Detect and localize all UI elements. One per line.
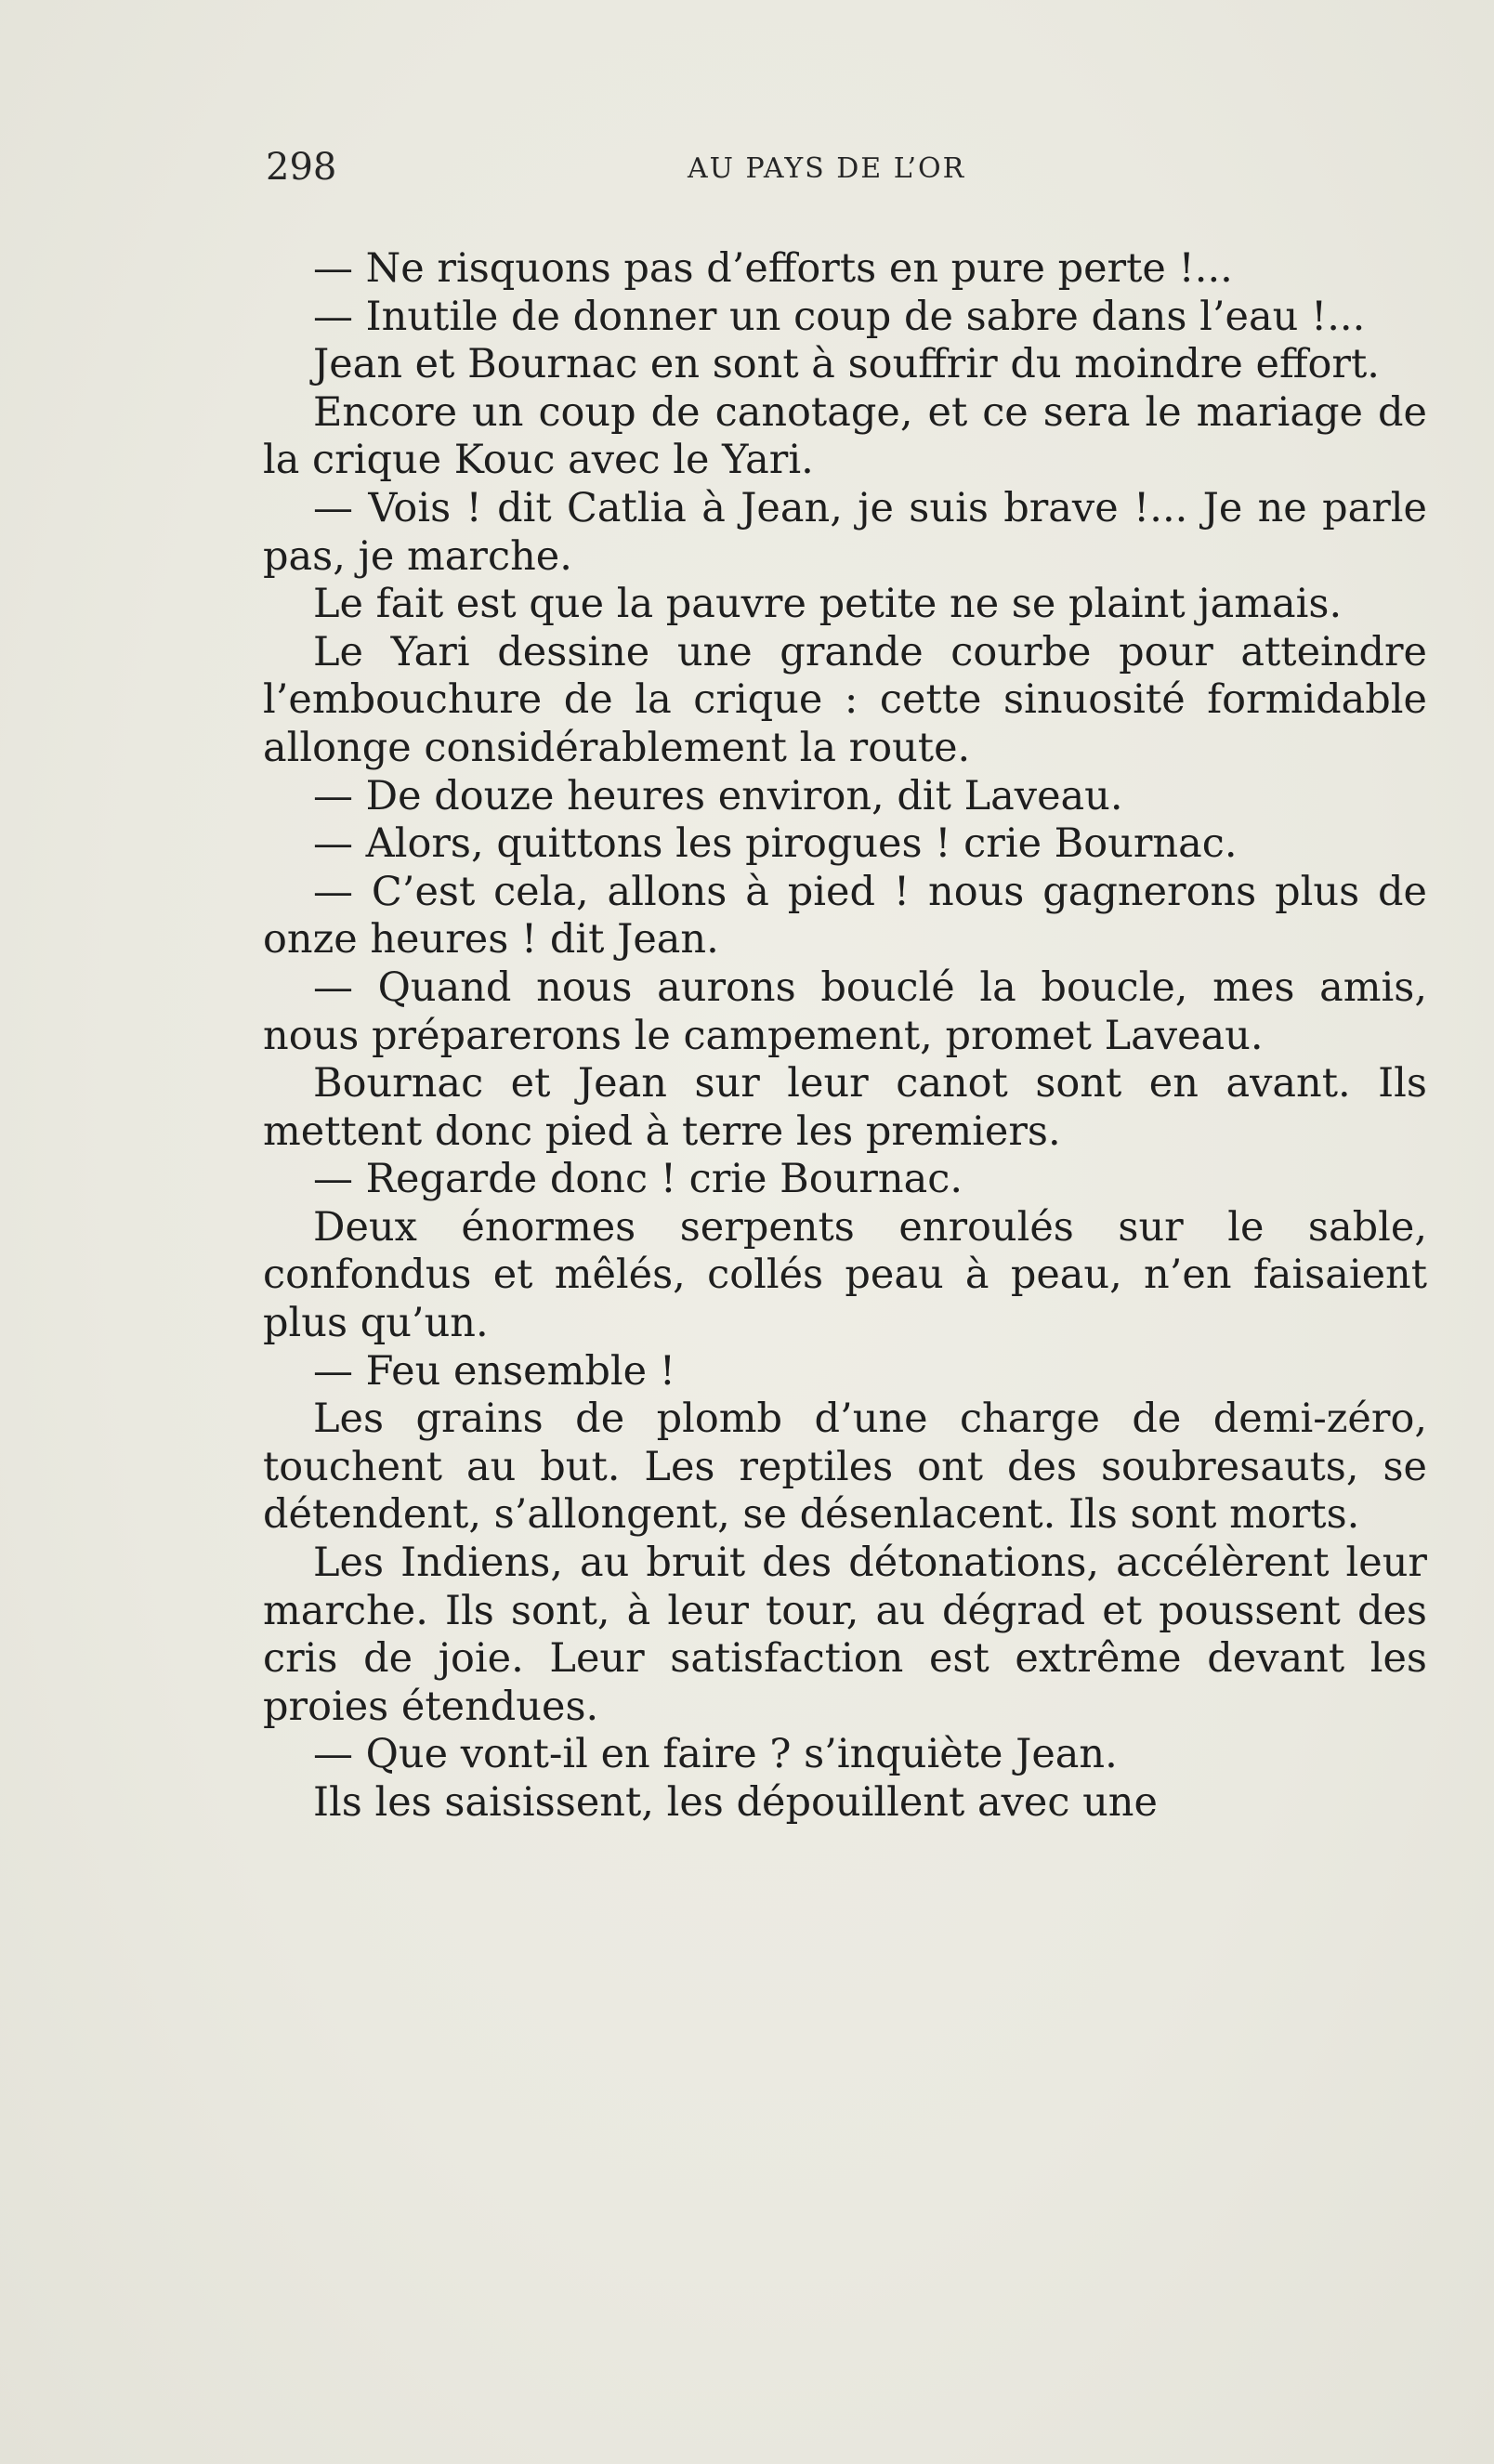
paragraph: — Vois ! dit Catlia à Jean, je suis brave !... Je ne parle pas, je marche.	[263, 484, 1427, 580]
paragraph: Les grains de plomb d’une charge de demi-zéro, touchent au but. Les reptiles ont des soubresauts, se détendent, s’allongent, se désenlacent. Ils sont morts.	[263, 1396, 1427, 1539]
paragraph: — Regarde donc ! crie Bournac.	[313, 1156, 963, 1203]
body-text	[263, 245, 1427, 1828]
running-title: AU PAYS DE L’OR	[688, 152, 966, 185]
paragraph: — Alors, quittons les pirogues ! crie Bournac.	[313, 820, 1238, 868]
page-header	[266, 139, 1427, 195]
paragraph: — De douze heures environ, dit Laveau.	[313, 772, 1123, 819]
paragraph: Le fait est que la pauvre petite ne se plaint jamais.	[313, 581, 1343, 628]
paragraph: — Feu ensemble !	[313, 1347, 676, 1395]
paragraph: Deux énormes serpents enroulés sur le sable, confondus et mêlés, collés peau à peau, n’en faisaient plus qu’un.	[263, 1203, 1427, 1347]
paragraph: — Quand nous aurons bouclé la boucle, mes amis, nous préparerons le campement, promet Laveau.	[263, 963, 1427, 1059]
paragraph: — Que vont-il en faire ? s’inquiète Jean.	[313, 1731, 1118, 1778]
paragraph: Encore un coup de canotage, et ce sera le mariage de la crique Kouc avec le Yari.	[263, 388, 1427, 484]
paragraph: Jean et Bournac en sont à souffrir du moindre effort.	[313, 341, 1380, 388]
page-number: 298	[266, 146, 337, 189]
paragraph: Les Indiens, au bruit des détonations, accélèrent leur marche. Ils sont, à leur tour, au dégrad et poussent des cris de joie. Leur satisfaction est extrême devant les proies étendues.	[263, 1540, 1427, 1730]
paragraph: Le Yari dessine une grande courbe pour atteindre l’embouchure de la crique : cette sinuosité formidable allonge considérablement la route.	[263, 628, 1427, 771]
paragraph: — Ne risquons pas d’efforts en pure perte !...	[313, 245, 1233, 292]
paragraph: — C’est cela, allons à pied ! nous gagnerons plus de onze heures ! dit Jean.	[263, 868, 1427, 963]
paragraph: Ils les saisissent, les dépouillent avec une	[313, 1779, 1158, 1826]
paragraph: Bournac et Jean sur leur canot sont en avant. Ils mettent donc pied à terre les premiers.	[263, 1060, 1427, 1155]
paragraph: — Inutile de donner un coup de sabre dans l’eau !...	[313, 293, 1366, 340]
